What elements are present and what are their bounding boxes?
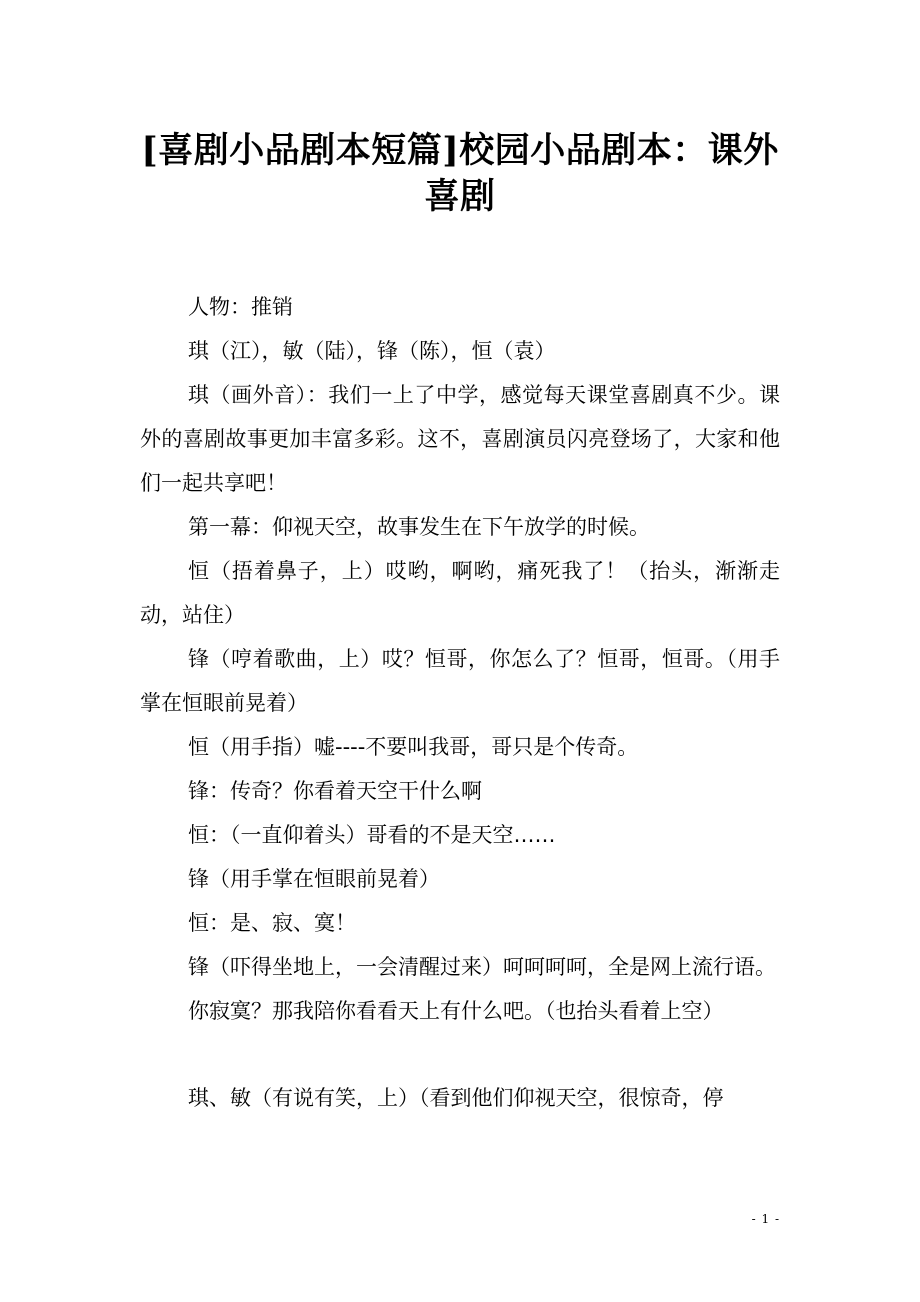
paragraph-dialogue: 恒（捂着鼻子，上）哎哟，啊哟，痛死我了！（抬头，渐渐走动，站住） — [140, 559, 780, 627]
script-body — [140, 285, 780, 1120]
page-number: - 1 - — [751, 1212, 780, 1226]
paragraph-cast-list: 琪（江），敏（陆），锋（陈），恒（袁） — [188, 339, 556, 363]
paragraph-dialogue: 锋：传奇？你看着天空干什么啊 — [188, 779, 482, 803]
paragraph-dialogue: 锋（用手掌在恒眼前晃着） — [188, 867, 440, 891]
paragraph-gap — [140, 1033, 780, 1076]
paragraph-act-one: 第一幕：仰视天空，故事发生在下午放学的时候。 — [188, 515, 650, 539]
paragraph-dialogue: 琪、敏（有说有笑，上）（看到他们仰视天空，很惊奇，停 — [188, 1086, 724, 1110]
paragraph-cast-label: 人物：推销 — [188, 295, 293, 319]
document-title: [喜剧小品剧本短篇]校园小品剧本：课外喜剧 — [141, 130, 779, 217]
paragraph-dialogue: 恒：是、寂、寞！ — [188, 911, 356, 935]
paragraph-dialogue: 你寂寞？那我陪你看看天上有什么吧。（也抬头看着上空） — [188, 999, 724, 1023]
paragraph-dialogue: 恒：（一直仰着头）哥看的不是天空…… — [188, 823, 556, 847]
paragraph-dialogue: 锋（哼着歌曲，上）哎？恒哥，你怎么了？恒哥，恒哥。（用手掌在恒眼前晃着） — [140, 647, 780, 715]
paragraph-dialogue: 恒（用手指）嘘----不要叫我哥，哥只是个传奇。 — [188, 735, 639, 759]
paragraph-dialogue: 锋（吓得坐地上，一会清醒过来）呵呵呵呵，全是网上流行语。 — [188, 955, 776, 979]
paragraph-voiceover: 琪（画外音）：我们一上了中学，感觉每天课堂喜剧真不少。课外的喜剧故事更加丰富多彩。这不，喜剧演员闪亮登场了，大家和他们一起共享吧！ — [140, 383, 780, 495]
